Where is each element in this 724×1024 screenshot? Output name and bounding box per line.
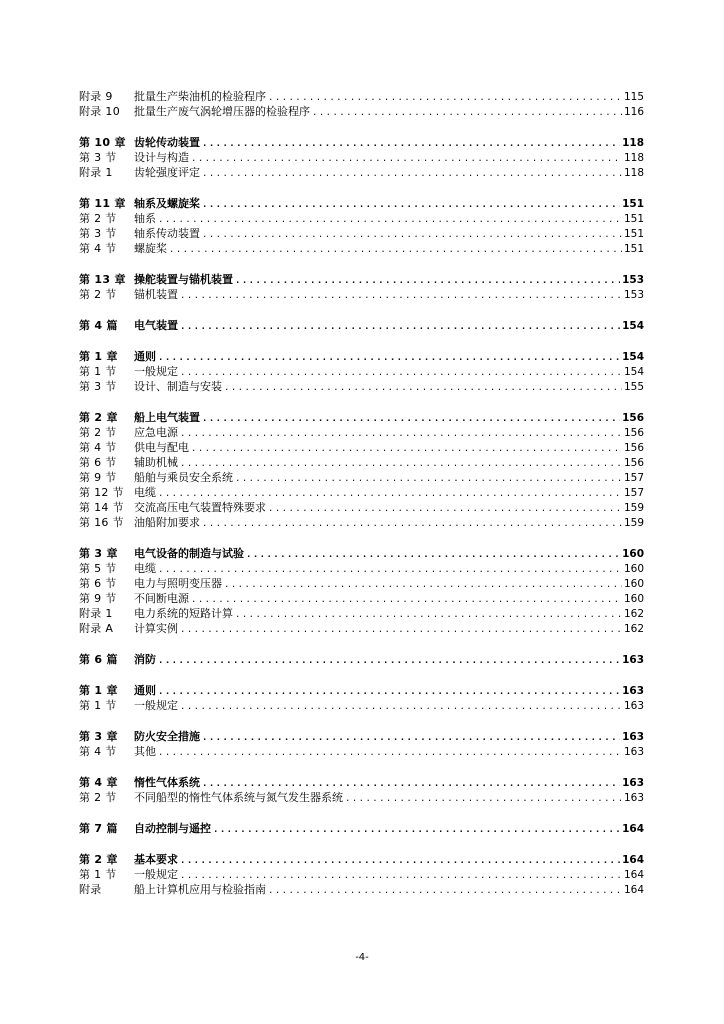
toc-entry-title: 齿轮强度评定 <box>134 166 200 179</box>
toc-entry <box>79 546 644 561</box>
toc-entry <box>79 652 644 667</box>
toc-entry-page: 156 <box>623 427 644 439</box>
toc-entry <box>79 379 644 394</box>
toc-entry <box>79 211 644 226</box>
dot-leader <box>180 623 622 638</box>
toc-entry-title: 交流高压电气装置特殊要求 <box>134 501 266 514</box>
toc-entry-page: 164 <box>623 869 644 881</box>
toc-entry <box>79 606 644 621</box>
toc-entry-label: 第 3 节 <box>79 151 117 164</box>
toc-entry <box>79 364 644 379</box>
toc-entry-page: 162 <box>623 623 644 635</box>
toc-entry <box>79 455 644 470</box>
toc-entry-label: 第 12 节 <box>79 486 124 499</box>
toc-entry <box>79 882 644 897</box>
toc-entry-label: 第 1 节 <box>79 365 117 378</box>
toc-entry-title: 电力系统的短路计算 <box>134 607 233 620</box>
toc-entry-title: 其他 <box>134 745 156 758</box>
toc-entry-label: 第 2 节 <box>79 426 117 439</box>
toc-entry-label: 附录 9 <box>79 90 113 103</box>
toc-entry-label: 第 6 节 <box>79 456 117 469</box>
toc-entry <box>79 318 644 333</box>
toc-entry-page: 156 <box>623 442 644 454</box>
toc-entry-title: 电气设备的制造与试验 <box>134 547 244 560</box>
toc-entry-label: 第 9 节 <box>79 471 117 484</box>
dot-leader <box>158 213 622 228</box>
toc-entry-title: 轴系传动装置 <box>134 227 200 240</box>
toc-entry <box>79 744 644 759</box>
dot-leader <box>191 593 622 608</box>
toc-entry-page: 156 <box>622 412 644 424</box>
toc-entry-page: 154 <box>622 351 644 363</box>
dot-leader <box>202 137 620 152</box>
toc-entry-label: 第 11 章 <box>79 197 126 210</box>
toc-entry-title: 通则 <box>134 350 156 363</box>
toc-entry-title: 船上电气装置 <box>134 411 200 424</box>
toc-entry-label: 第 4 节 <box>79 242 117 255</box>
dot-leader <box>235 608 622 623</box>
toc-entry-page: 163 <box>622 654 644 666</box>
toc-entry-label: 第 4 节 <box>79 441 117 454</box>
dot-leader <box>213 823 620 838</box>
toc-entry-page: 163 <box>623 792 644 804</box>
page-number: -4- <box>355 952 369 963</box>
toc-entry-label: 第 2 节 <box>79 791 117 804</box>
toc-entry-page: 159 <box>623 502 644 514</box>
dot-leader <box>180 457 622 472</box>
toc-entry-label: 第 5 节 <box>79 562 117 575</box>
toc-entry-label: 附录 10 <box>79 105 120 118</box>
toc-entry-label: 第 3 节 <box>79 380 117 393</box>
toc-entry-title: 船舶与乘员安全系统 <box>134 471 233 484</box>
table-of-contents <box>79 89 644 897</box>
toc-entry-page: 115 <box>623 91 644 103</box>
toc-entry-title: 自动控制与遥控 <box>134 822 211 835</box>
toc-entry <box>79 576 644 591</box>
toc-entry-title: 电气装置 <box>134 319 178 332</box>
toc-entry-title: 锚机装置 <box>134 288 178 301</box>
toc-entry <box>79 410 644 425</box>
toc-entry-title: 设计与构造 <box>134 151 189 164</box>
toc-entry-page: 163 <box>622 731 644 743</box>
dot-leader <box>180 366 622 381</box>
toc-entry <box>79 500 644 515</box>
toc-entry-page: 118 <box>622 137 644 149</box>
toc-entry-label: 第 13 章 <box>79 273 126 286</box>
toc-entry-page: 157 <box>623 472 644 484</box>
toc-entry-page: 151 <box>622 198 644 210</box>
toc-entry-title: 齿轮传动装置 <box>134 136 200 149</box>
dot-leader <box>180 854 620 869</box>
dot-leader <box>158 563 622 578</box>
toc-entry-title: 供电与配电 <box>134 441 189 454</box>
toc-entry <box>79 621 644 636</box>
toc-entry <box>79 515 644 530</box>
toc-entry-title: 螺旋桨 <box>134 242 167 255</box>
toc-entry-page: 118 <box>623 167 644 179</box>
dot-leader <box>158 685 620 700</box>
toc-entry <box>79 790 644 805</box>
toc-entry-title: 油船附加要求 <box>134 516 200 529</box>
toc-entry-title: 批量生产柴油机的检验程序 <box>134 90 266 103</box>
toc-entry-label: 第 6 节 <box>79 577 117 590</box>
toc-entry <box>79 150 644 165</box>
toc-entry-title: 轴系及螺旋桨 <box>134 197 200 210</box>
toc-entry-page: 160 <box>622 548 644 560</box>
dot-leader <box>235 274 620 289</box>
toc-entry-label: 第 10 章 <box>79 136 126 149</box>
dot-leader <box>191 442 622 457</box>
toc-entry <box>79 852 644 867</box>
toc-entry-title: 电缆 <box>134 562 156 575</box>
toc-entry-page: 153 <box>622 274 644 286</box>
toc-entry <box>79 165 644 180</box>
toc-entry-title: 一般规定 <box>134 699 178 712</box>
toc-entry-page: 156 <box>623 457 644 469</box>
toc-entry <box>79 591 644 606</box>
dot-leader <box>202 731 620 746</box>
toc-entry-label: 附录 1 <box>79 607 113 620</box>
toc-entry-label: 第 2 章 <box>79 411 118 424</box>
toc-entry-page: 163 <box>623 700 644 712</box>
toc-entry-page: 163 <box>623 746 644 758</box>
toc-entry-title: 消防 <box>134 653 156 666</box>
dot-leader <box>158 351 620 366</box>
dot-leader <box>312 106 622 121</box>
toc-entry-page: 154 <box>622 320 644 332</box>
toc-entry-title: 操舵装置与锚机装置 <box>134 273 233 286</box>
dot-leader <box>235 472 622 487</box>
toc-entry-label: 第 6 篇 <box>79 653 118 666</box>
toc-entry <box>79 272 644 287</box>
toc-entry <box>79 89 644 104</box>
toc-entry-label: 第 2 节 <box>79 212 117 225</box>
toc-entry-title: 基本要求 <box>134 853 178 866</box>
toc-entry-label: 第 1 节 <box>79 868 117 881</box>
dot-leader <box>180 320 620 335</box>
toc-entry-label: 第 7 篇 <box>79 822 118 835</box>
toc-entry-label: 第 9 节 <box>79 592 117 605</box>
toc-entry-label: 第 2 节 <box>79 288 117 301</box>
dot-leader <box>180 427 622 442</box>
dot-leader <box>202 412 620 427</box>
toc-entry-page: 151 <box>623 213 644 225</box>
toc-entry-title: 辅助机械 <box>134 456 178 469</box>
toc-entry-title: 批量生产废气涡轮增压器的检验程序 <box>134 105 310 118</box>
toc-entry-title: 一般规定 <box>134 365 178 378</box>
toc-entry-title: 船上计算机应用与检验指南 <box>134 883 266 896</box>
dot-leader <box>224 578 622 593</box>
toc-entry-page: 151 <box>623 243 644 255</box>
toc-entry-label: 第 3 章 <box>79 547 118 560</box>
dot-leader <box>180 289 622 304</box>
dot-leader <box>268 91 622 106</box>
dot-leader <box>202 228 622 243</box>
toc-entry-title: 惰性气体系统 <box>134 776 200 789</box>
toc-entry <box>79 241 644 256</box>
toc-entry-title: 通则 <box>134 684 156 697</box>
dot-leader <box>202 517 622 532</box>
dot-leader <box>169 243 622 258</box>
dot-leader <box>345 792 622 807</box>
toc-entry-title: 设计、制造与安装 <box>134 380 222 393</box>
dot-leader <box>180 700 622 715</box>
toc-entry <box>79 104 644 119</box>
toc-entry-page: 118 <box>623 152 644 164</box>
toc-entry-label: 第 3 章 <box>79 730 118 743</box>
dot-leader <box>158 654 620 669</box>
dot-leader <box>246 548 620 563</box>
toc-entry-page: 164 <box>623 884 644 896</box>
toc-entry <box>79 135 644 150</box>
toc-entry-label: 第 4 篇 <box>79 319 118 332</box>
dot-leader <box>158 746 622 761</box>
toc-entry-page: 160 <box>623 578 644 590</box>
toc-entry-label: 第 4 章 <box>79 776 118 789</box>
toc-entry <box>79 196 644 211</box>
toc-entry-page: 153 <box>623 289 644 301</box>
toc-entry-title: 电缆 <box>134 486 156 499</box>
toc-entry-label: 第 3 节 <box>79 227 117 240</box>
toc-entry-title: 防火安全措施 <box>134 730 200 743</box>
toc-entry <box>79 470 644 485</box>
toc-entry-page: 155 <box>623 381 644 393</box>
toc-entry-label: 附录 <box>79 883 102 896</box>
toc-entry-title: 计算实例 <box>134 622 178 635</box>
toc-entry <box>79 349 644 364</box>
dot-leader <box>202 198 620 213</box>
toc-entry-page: 163 <box>622 685 644 697</box>
toc-entry <box>79 425 644 440</box>
toc-entry-label: 第 2 章 <box>79 853 118 866</box>
toc-entry <box>79 775 644 790</box>
toc-entry-title: 不间断电源 <box>134 592 189 605</box>
toc-entry-label: 第 1 章 <box>79 350 118 363</box>
toc-entry-label: 附录 1 <box>79 166 113 179</box>
dot-leader <box>268 502 622 517</box>
toc-entry-page: 157 <box>623 487 644 499</box>
dot-leader <box>202 167 622 182</box>
toc-entry <box>79 867 644 882</box>
toc-entry-title: 不同船型的惰性气体系统与氮气发生器系统 <box>134 791 343 804</box>
toc-entry-page: 164 <box>622 854 644 866</box>
toc-entry <box>79 485 644 500</box>
toc-entry-label: 第 14 节 <box>79 501 124 514</box>
toc-entry-page: 151 <box>623 228 644 240</box>
toc-entry-page: 164 <box>622 823 644 835</box>
dot-leader <box>268 884 622 899</box>
toc-entry-page: 160 <box>623 593 644 605</box>
toc-entry <box>79 683 644 698</box>
toc-entry-label: 附录 A <box>79 622 114 635</box>
dot-leader <box>224 381 622 396</box>
toc-entry <box>79 287 644 302</box>
toc-entry-title: 一般规定 <box>134 868 178 881</box>
toc-entry <box>79 729 644 744</box>
toc-entry-page: 162 <box>623 608 644 620</box>
toc-entry-label: 第 1 章 <box>79 684 118 697</box>
dot-leader <box>191 152 622 167</box>
toc-entry <box>79 226 644 241</box>
toc-entry <box>79 561 644 576</box>
toc-entry <box>79 440 644 455</box>
toc-entry-label: 第 1 节 <box>79 699 117 712</box>
toc-entry-label: 第 4 节 <box>79 745 117 758</box>
toc-entry-title: 轴系 <box>134 212 156 225</box>
toc-entry <box>79 698 644 713</box>
toc-entry-title: 电力与照明变压器 <box>134 577 222 590</box>
toc-entry-title: 应急电源 <box>134 426 178 439</box>
toc-entry-label: 第 16 节 <box>79 516 124 529</box>
toc-entry-page: 160 <box>623 563 644 575</box>
toc-entry-page: 163 <box>622 777 644 789</box>
toc-entry <box>79 821 644 836</box>
toc-entry-page: 159 <box>623 517 644 529</box>
toc-entry-page: 116 <box>623 106 644 118</box>
toc-entry-page: 154 <box>623 366 644 378</box>
